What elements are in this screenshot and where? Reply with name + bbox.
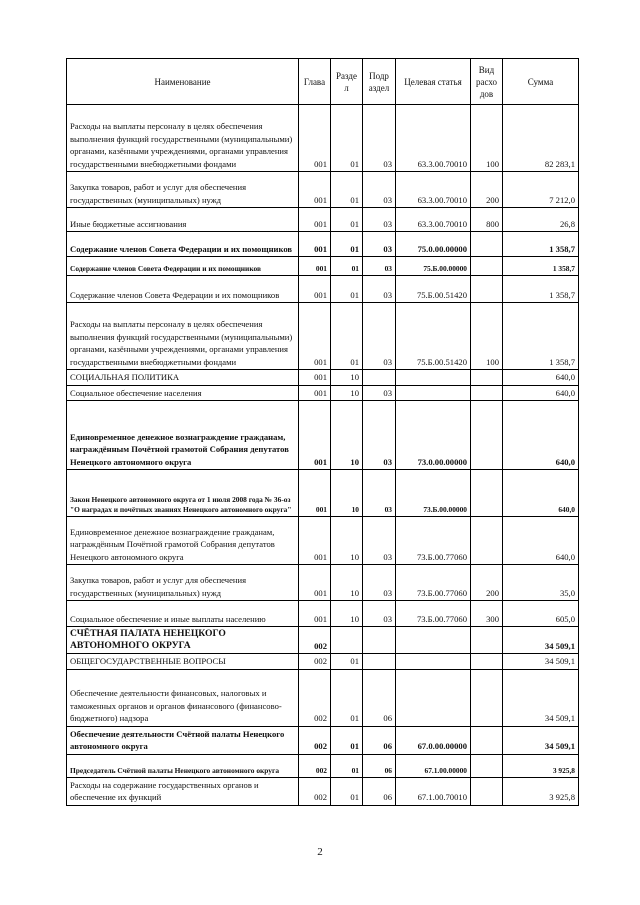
row-name: Расходы на выплаты персоналу в целях обеспечения выполнения функций государственными (муниципальными) органами, казёнными учреждениями, органами управления государственными внебюджетными фондами (67, 303, 299, 370)
row-chapter: 001 (299, 105, 331, 172)
row-amount: 7 212,0 (503, 172, 579, 208)
row-amount: 34 509,1 (503, 627, 579, 654)
row-expense-type (471, 232, 503, 257)
row-chapter: 001 (299, 276, 331, 303)
table-row (67, 517, 579, 565)
row-amount: 3 925,8 (503, 754, 579, 777)
row-amount: 640,0 (503, 470, 579, 517)
row-expense-type (471, 726, 503, 754)
row-subsection (363, 627, 396, 654)
row-chapter: 002 (299, 654, 331, 670)
row-target-article (396, 669, 471, 726)
row-chapter: 001 (299, 257, 331, 276)
row-chapter: 002 (299, 627, 331, 654)
budget-table (66, 58, 579, 806)
row-target-article: 63.3.00.70010 (396, 208, 471, 232)
row-section: 01 (331, 303, 363, 370)
row-chapter: 001 (299, 401, 331, 470)
table-row (67, 669, 579, 726)
row-name: Социальное обеспечение и иные выплаты населению (67, 601, 299, 627)
row-chapter: 001 (299, 565, 331, 601)
row-amount: 26,8 (503, 208, 579, 232)
row-expense-type (471, 754, 503, 777)
row-chapter: 001 (299, 208, 331, 232)
col-header-subsection: Подр аздел (363, 59, 396, 105)
row-chapter: 001 (299, 385, 331, 401)
row-amount: 35,0 (503, 565, 579, 601)
row-expense-type (471, 257, 503, 276)
header-row (67, 59, 579, 105)
row-name: Обеспечение деятельности финансовых, налоговых и таможенных органов и органов финансового (финансово-бюджетного) надзора (67, 669, 299, 726)
row-chapter: 002 (299, 726, 331, 754)
row-chapter: 002 (299, 754, 331, 777)
row-target-article: 73.Б.00.00000 (396, 470, 471, 517)
row-expense-type (471, 777, 503, 805)
row-target-article (396, 654, 471, 670)
row-target-article (396, 627, 471, 654)
row-amount: 1 358,7 (503, 276, 579, 303)
table-row (67, 208, 579, 232)
row-subsection: 03 (363, 257, 396, 276)
row-amount: 640,0 (503, 517, 579, 565)
row-amount: 605,0 (503, 601, 579, 627)
row-expense-type (471, 669, 503, 726)
row-amount: 34 509,1 (503, 726, 579, 754)
row-section: 01 (331, 726, 363, 754)
row-section: 01 (331, 654, 363, 670)
row-subsection: 06 (363, 754, 396, 777)
page-number: 2 (317, 846, 323, 858)
row-section: 01 (331, 777, 363, 805)
table-row (67, 777, 579, 805)
row-name: Социальное обеспечение населения (67, 385, 299, 401)
row-target-article: 75.0.00.00000 (396, 232, 471, 257)
row-section: 01 (331, 257, 363, 276)
row-target-article: 75.Б.00.51420 (396, 276, 471, 303)
table-row (67, 232, 579, 257)
row-section (331, 627, 363, 654)
row-amount: 1 358,7 (503, 257, 579, 276)
row-amount: 34 509,1 (503, 654, 579, 670)
row-name: Закон Ненецкого автономного округа от 1 июля 2008 года № 36-оз "О наградах и почётных званиях Ненецкого автономного округа" (67, 470, 299, 517)
row-expense-type (471, 276, 503, 303)
row-amount: 640,0 (503, 370, 579, 386)
row-chapter: 002 (299, 669, 331, 726)
row-amount: 34 509,1 (503, 669, 579, 726)
row-section: 01 (331, 105, 363, 172)
row-expense-type (471, 654, 503, 670)
table-row (67, 105, 579, 172)
row-expense-type: 100 (471, 105, 503, 172)
row-subsection: 03 (363, 303, 396, 370)
row-chapter: 002 (299, 777, 331, 805)
row-target-article: 67.1.00.00000 (396, 754, 471, 777)
row-subsection: 03 (363, 208, 396, 232)
row-subsection (363, 654, 396, 670)
row-name: Председатель Счётной палаты Ненецкого автономного округа (67, 754, 299, 777)
row-name: Закупка товаров, работ и услуг для обеспечения государственных (муниципальных) нужд (67, 172, 299, 208)
table-row (67, 654, 579, 670)
table-row (67, 303, 579, 370)
row-target-article: 67.0.00.00000 (396, 726, 471, 754)
row-expense-type (471, 470, 503, 517)
row-subsection: 03 (363, 517, 396, 565)
row-section: 10 (331, 601, 363, 627)
row-expense-type: 800 (471, 208, 503, 232)
table-row (67, 754, 579, 777)
col-header-expense-type: Вид расхо дов (471, 59, 503, 105)
row-subsection: 03 (363, 276, 396, 303)
row-section: 01 (331, 208, 363, 232)
row-chapter: 001 (299, 470, 331, 517)
row-expense-type (471, 370, 503, 386)
col-header-target-article: Целевая статья (396, 59, 471, 105)
table-row (67, 276, 579, 303)
row-section: 01 (331, 232, 363, 257)
row-subsection: 06 (363, 726, 396, 754)
row-expense-type: 100 (471, 303, 503, 370)
row-subsection: 06 (363, 777, 396, 805)
row-section: 10 (331, 517, 363, 565)
row-subsection: 03 (363, 105, 396, 172)
row-target-article: 75.Б.00.51420 (396, 303, 471, 370)
row-name: Обеспечение деятельности Счётной палаты Ненецкого автономного округа (67, 726, 299, 754)
row-target-article: 73.Б.00.77060 (396, 601, 471, 627)
row-expense-type: 200 (471, 565, 503, 601)
row-expense-type (471, 401, 503, 470)
row-subsection: 03 (363, 172, 396, 208)
row-expense-type: 300 (471, 601, 503, 627)
table-row (67, 726, 579, 754)
row-expense-type: 200 (471, 172, 503, 208)
col-header-amount: Сумма (503, 59, 579, 105)
row-chapter: 001 (299, 601, 331, 627)
row-name: Единовременное денежное вознаграждение гражданам, награждённым Почётной грамотой Собрания депутатов Ненецкого автономного округа (67, 401, 299, 470)
row-section: 10 (331, 470, 363, 517)
table-row (67, 257, 579, 276)
row-subsection: 06 (363, 669, 396, 726)
row-target-article (396, 385, 471, 401)
table-row (67, 627, 579, 654)
table-body (67, 105, 579, 806)
row-amount: 1 358,7 (503, 303, 579, 370)
row-target-article: 63.3.00.70010 (396, 105, 471, 172)
row-name: Содержание членов Совета Федерации и их помощников (67, 257, 299, 276)
row-amount: 82 283,1 (503, 105, 579, 172)
row-name: СОЦИАЛЬНАЯ ПОЛИТИКА (67, 370, 299, 386)
row-target-article: 75.Б.00.00000 (396, 257, 471, 276)
row-subsection: 03 (363, 470, 396, 517)
row-chapter: 001 (299, 172, 331, 208)
row-chapter: 001 (299, 232, 331, 257)
row-target-article: 63.3.00.70010 (396, 172, 471, 208)
row-name: Содержание членов Совета Федерации и их помощников (67, 232, 299, 257)
table-row (67, 401, 579, 470)
table-row (67, 470, 579, 517)
table-row (67, 601, 579, 627)
row-section: 10 (331, 385, 363, 401)
row-section: 10 (331, 401, 363, 470)
row-name: Единовременное денежное вознаграждение гражданам, награждённым Почётной грамотой Собрания депутатов Ненецкого автономного округа (67, 517, 299, 565)
row-subsection (363, 370, 396, 386)
row-chapter: 001 (299, 370, 331, 386)
row-name: Расходы на выплаты персоналу в целях обеспечения выполнения функций государственными (муниципальными) органами, казёнными учреждениями, органами управления государственными внебюджетными фондами (67, 105, 299, 172)
table-row (67, 385, 579, 401)
row-section: 01 (331, 754, 363, 777)
row-target-article: 67.1.00.70010 (396, 777, 471, 805)
table-row (67, 172, 579, 208)
row-name: ОБЩЕГОСУДАРСТВЕННЫЕ ВОПРОСЫ (67, 654, 299, 670)
row-name: СЧЁТНАЯ ПАЛАТА НЕНЕЦКОГО АВТОНОМНОГО ОКРУГА (67, 627, 299, 654)
row-expense-type (471, 517, 503, 565)
col-header-section: Разде л (331, 59, 363, 105)
row-section: 01 (331, 669, 363, 726)
row-subsection: 03 (363, 601, 396, 627)
row-subsection: 03 (363, 232, 396, 257)
row-chapter: 001 (299, 517, 331, 565)
row-section: 01 (331, 172, 363, 208)
row-target-article: 73.0.00.00000 (396, 401, 471, 470)
row-subsection: 03 (363, 401, 396, 470)
row-expense-type (471, 627, 503, 654)
row-subsection: 03 (363, 385, 396, 401)
row-target-article: 73.Б.00.77060 (396, 517, 471, 565)
row-name: Расходы на содержание государственных органов и обеспечение их функций (67, 777, 299, 805)
row-target-article (396, 370, 471, 386)
col-header-chapter: Глава (299, 59, 331, 105)
row-section: 10 (331, 565, 363, 601)
row-amount: 640,0 (503, 401, 579, 470)
row-name: Иные бюджетные ассигнования (67, 208, 299, 232)
table-row (67, 370, 579, 386)
row-section: 10 (331, 370, 363, 386)
table-row (67, 565, 579, 601)
row-section: 01 (331, 276, 363, 303)
row-amount: 640,0 (503, 385, 579, 401)
row-name: Содержание членов Совета Федерации и их помощников (67, 276, 299, 303)
row-name: Закупка товаров, работ и услуг для обеспечения государственных (муниципальных) нужд (67, 565, 299, 601)
row-target-article: 73.Б.00.77060 (396, 565, 471, 601)
row-chapter: 001 (299, 303, 331, 370)
row-amount: 1 358,7 (503, 232, 579, 257)
row-amount: 3 925,8 (503, 777, 579, 805)
col-header-name: Наименование (67, 59, 299, 105)
row-expense-type (471, 385, 503, 401)
row-subsection: 03 (363, 565, 396, 601)
